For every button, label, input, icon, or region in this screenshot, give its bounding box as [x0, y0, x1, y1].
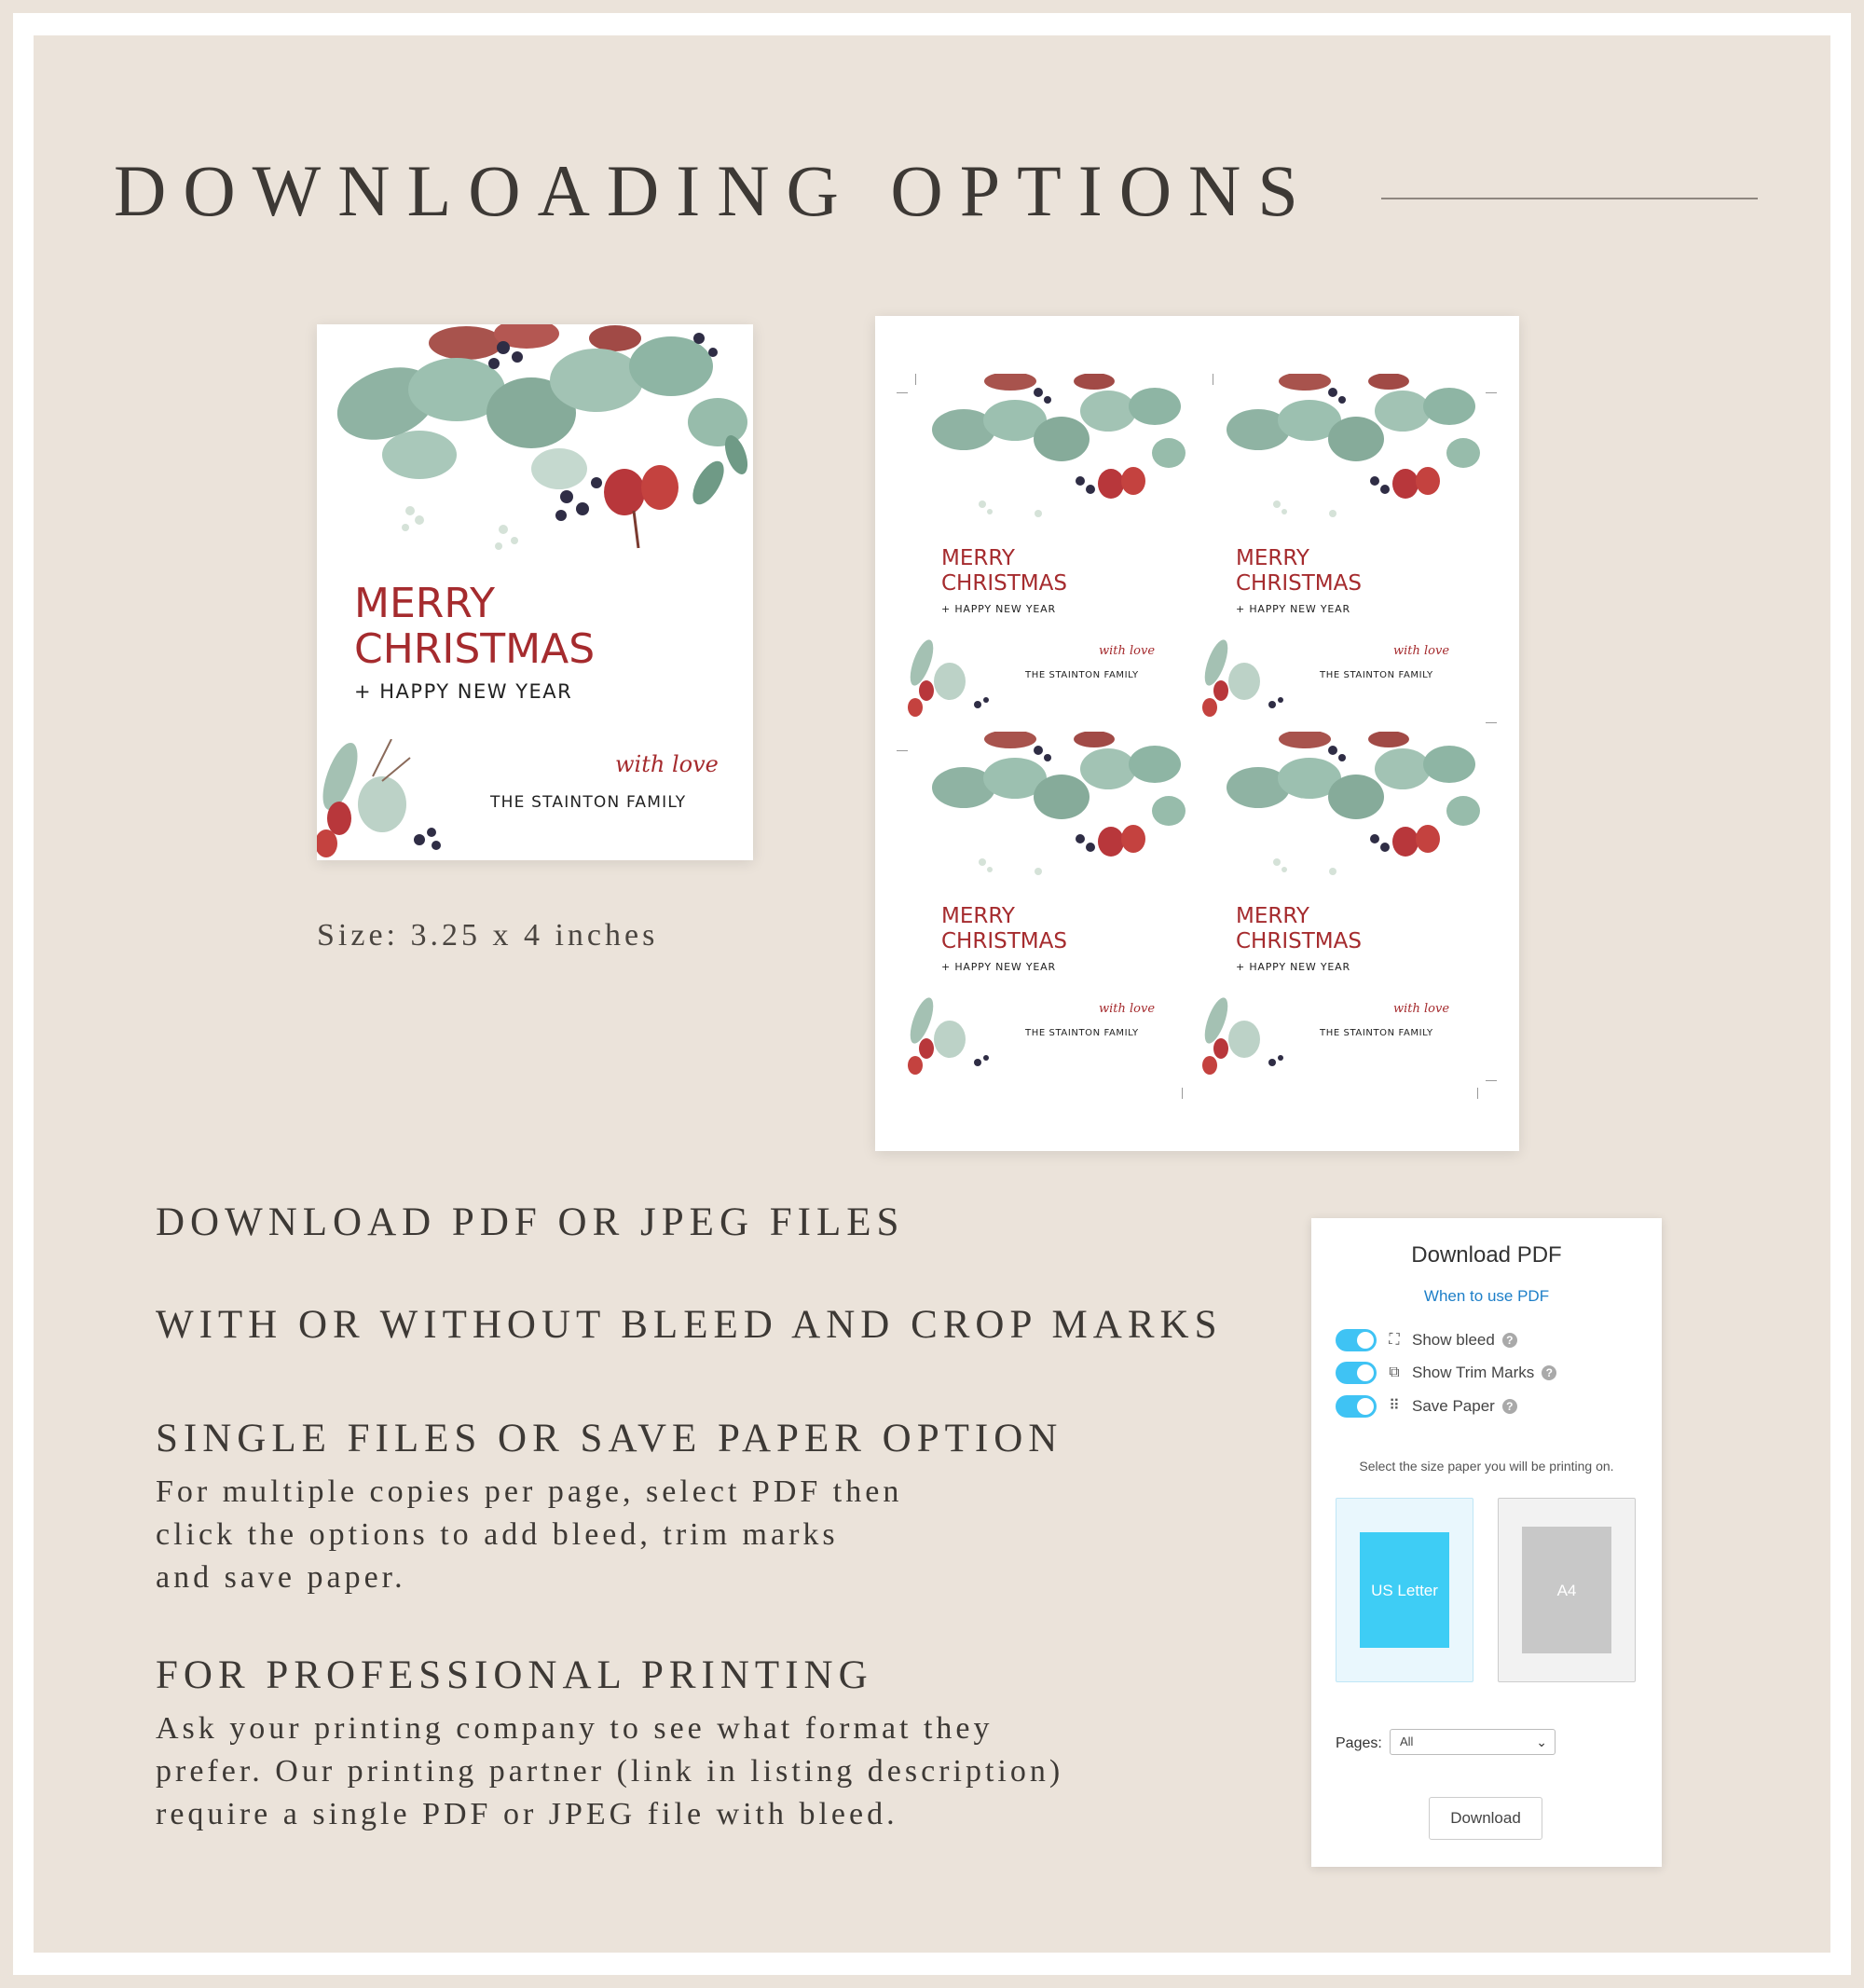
- page-title: DOWNLOADING OPTIONS: [114, 150, 1315, 231]
- save-paper-description: [156, 1471, 902, 1599]
- card-title-line1: MERRY: [1236, 904, 1309, 928]
- expand-icon: ⛶: [1389, 1332, 1400, 1348]
- card-title-line1: MERRY: [1236, 546, 1309, 570]
- download-pdf-dialog: [1311, 1218, 1662, 1867]
- help-icon[interactable]: ?: [1502, 1399, 1517, 1414]
- corner-berries-illustration: [908, 635, 1001, 719]
- crop-mark: [1486, 392, 1497, 393]
- card-title-line2: CHRISTMAS: [941, 571, 1067, 596]
- save-paper-line: For multiple copies per page, select PDF then: [156, 1474, 903, 1509]
- card-subtitle: + HAPPY NEW YEAR: [1236, 603, 1350, 615]
- card-family-name: THE STAINTON FAMILY: [1025, 670, 1139, 680]
- a4-label: A4: [1522, 1527, 1611, 1653]
- help-icon[interactable]: ?: [1502, 1333, 1517, 1348]
- save-paper-row: [1336, 1394, 1517, 1419]
- pro-printing-description: [156, 1707, 1063, 1836]
- paper-option-a4[interactable]: [1498, 1498, 1636, 1682]
- card-subtitle: + HAPPY NEW YEAR: [1236, 961, 1350, 973]
- show-bleed-toggle[interactable]: [1336, 1329, 1377, 1351]
- card-title-line1: MERRY: [354, 580, 495, 627]
- sheet-card: [1202, 374, 1482, 719]
- crop-mark: [1486, 1080, 1497, 1081]
- card-subtitle: + HAPPY NEW YEAR: [941, 603, 1056, 615]
- title-divider: [1381, 198, 1758, 199]
- crop-mark: [1182, 1088, 1183, 1099]
- download-button[interactable]: Download: [1429, 1797, 1542, 1840]
- crop-mark: [897, 392, 908, 393]
- pages-label: Pages:: [1336, 1735, 1382, 1751]
- grid-icon: ⠿: [1389, 1398, 1400, 1414]
- paper-size-note: Select the size paper you will be printing on.: [1359, 1459, 1614, 1474]
- foliage-illustration: [1202, 732, 1482, 890]
- card-subtitle: + HAPPY NEW YEAR: [941, 961, 1056, 973]
- show-trim-marks-row: [1336, 1361, 1556, 1385]
- sheet-card: [908, 732, 1187, 1076]
- card-script: with love: [1393, 644, 1450, 658]
- crop-mark: [1486, 722, 1497, 723]
- pro-printing-line: prefer. Our printing partner (link in listing description): [156, 1754, 1064, 1789]
- dialog-title: Download PDF: [1411, 1242, 1562, 1268]
- foliage-illustration: [317, 324, 753, 567]
- card-family-name: THE STAINTON FAMILY: [1320, 1028, 1433, 1038]
- us-letter-label: US Letter: [1360, 1532, 1449, 1648]
- card-subtitle: + HAPPY NEW YEAR: [354, 680, 573, 703]
- paper-option-us-letter[interactable]: [1336, 1498, 1473, 1682]
- card-title-line2: CHRISTMAS: [1236, 571, 1362, 596]
- crop-mark: [1477, 1088, 1478, 1099]
- sheet-preview: [875, 316, 1519, 1151]
- card-script: with love: [1099, 644, 1156, 658]
- foliage-illustration: [908, 374, 1187, 532]
- sheet-card: [908, 374, 1187, 719]
- show-bleed-label: Show bleed: [1412, 1331, 1495, 1349]
- save-paper-label: Save Paper: [1412, 1397, 1495, 1415]
- card-family-name: THE STAINTON FAMILY: [1025, 1028, 1139, 1038]
- card-title-line1: MERRY: [941, 546, 1015, 570]
- pro-printing-line: Ask your printing company to see what format they: [156, 1711, 994, 1746]
- card-title-line2: CHRISTMAS: [1236, 929, 1362, 953]
- sheet-card: [1202, 732, 1482, 1076]
- card-script: with love: [1099, 1002, 1156, 1016]
- foliage-illustration: [1202, 374, 1482, 532]
- card-family-name: THE STAINTON FAMILY: [1320, 670, 1433, 680]
- collapse-icon: ⧉: [1389, 1364, 1400, 1380]
- show-trim-marks-label: Show Trim Marks: [1412, 1364, 1535, 1381]
- card-family-name: THE STAINTON FAMILY: [490, 793, 687, 812]
- chevron-down-icon: ⌄: [1536, 1734, 1547, 1749]
- corner-berries-illustration: [317, 739, 466, 860]
- size-label: Size: 3.25 x 4 inches: [317, 918, 659, 953]
- corner-berries-illustration: [1202, 993, 1295, 1076]
- feature-pro-printing-heading: FOR PROFESSIONAL PRINTING: [156, 1653, 873, 1697]
- help-icon[interactable]: ?: [1542, 1365, 1556, 1380]
- pages-select[interactable]: [1390, 1729, 1556, 1755]
- foliage-illustration: [908, 732, 1187, 890]
- pro-printing-line: require a single PDF or JPEG file with bleed.: [156, 1797, 898, 1831]
- card-script: with love: [615, 751, 719, 777]
- feature-bleed-marks: WITH OR WITHOUT BLEED AND CROP MARKS: [156, 1303, 1223, 1347]
- card-preview: [317, 324, 753, 860]
- feature-save-paper-heading: SINGLE FILES OR SAVE PAPER OPTION: [156, 1417, 1063, 1460]
- crop-mark: [897, 750, 908, 751]
- card-title-line1: MERRY: [941, 904, 1015, 928]
- corner-berries-illustration: [1202, 635, 1295, 719]
- card-script: with love: [1393, 1002, 1450, 1016]
- show-bleed-row: [1336, 1328, 1517, 1352]
- corner-berries-illustration: [908, 993, 1001, 1076]
- save-paper-line: and save paper.: [156, 1560, 406, 1595]
- crop-mark: [915, 374, 916, 385]
- pages-select-value: All: [1400, 1734, 1414, 1748]
- show-trim-marks-toggle[interactable]: [1336, 1362, 1377, 1384]
- save-paper-line: click the options to add bleed, trim marks: [156, 1517, 839, 1552]
- feature-download-formats: DOWNLOAD PDF OR JPEG FILES: [156, 1200, 905, 1244]
- when-to-use-pdf-link[interactable]: When to use PDF: [1423, 1287, 1550, 1305]
- card-title-line2: CHRISTMAS: [941, 929, 1067, 953]
- save-paper-toggle[interactable]: [1336, 1395, 1377, 1418]
- card-title-line2: CHRISTMAS: [354, 625, 596, 673]
